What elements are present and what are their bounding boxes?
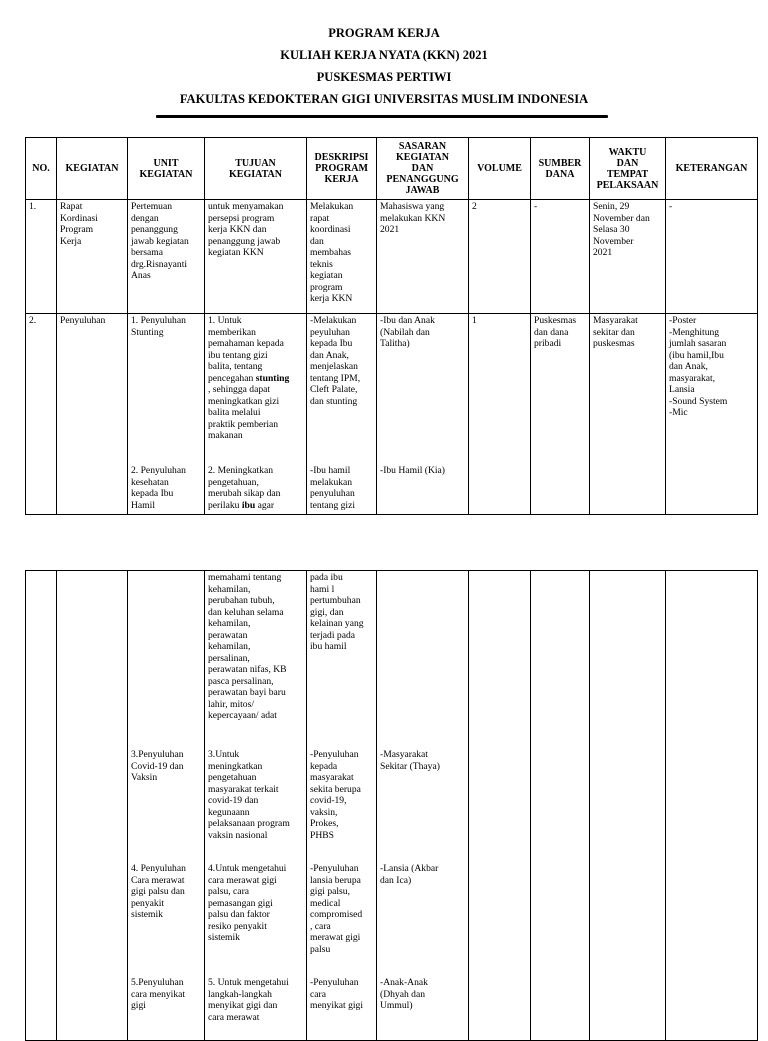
table-row bbox=[26, 200, 758, 314]
unit-gigi-palsu: 4. Penyuluhan Cara merawat gigi palsu dan penyakit sistemik bbox=[131, 863, 186, 920]
row2-kegiatan: Penyuluhan bbox=[57, 314, 128, 515]
row1-waktu: Senin, 29 November dan Selasa 30 November 2021 bbox=[590, 200, 666, 314]
row2-volume: 1 bbox=[469, 314, 531, 515]
tujuan-menyikat-gigi: 5. Untuk mengetahui langkah-langkah menyikat gigi dan cara merawat bbox=[208, 977, 289, 1023]
deskripsi-stunting: -Melakukan peyuluhan kepada Ibu dan Anak, menjelaskan tentang IPM, Cleft Palate, dan stunting bbox=[310, 315, 361, 407]
cont-volume bbox=[469, 571, 531, 1041]
sasaran-menyikat-gigi: -Anak-Anak (Dhyah dan Ummul) bbox=[380, 977, 428, 1011]
row1-sumber: - bbox=[531, 200, 590, 314]
table-header-row bbox=[26, 138, 758, 200]
row1-keterangan: - bbox=[666, 200, 758, 314]
tujuan-ibu-hamil: 2. Meningkatkan pengetahuan, merubah sikap dan perilaku ibu agar bbox=[208, 465, 281, 511]
sasaran-cont bbox=[380, 572, 465, 749]
tujuan-gigi-palsu: 4.Untuk mengetahui cara merawat gigi palsu, cara pemasangan gigi palsu dan faktor resiko penyakit sistemik bbox=[208, 863, 287, 943]
sasaran-gigi-palsu: -Lansia (Akbar dan Ica) bbox=[380, 863, 439, 886]
header-waktu: WAKTU DAN TEMPAT PELAKSAAN bbox=[590, 138, 666, 200]
document-header bbox=[0, 22, 768, 110]
row2-deskripsi-cell bbox=[307, 314, 377, 515]
header-unit: UNIT KEGIATAN bbox=[128, 138, 205, 200]
title-kkn: KULIAH KERJA NYATA (KKN) 2021 bbox=[280, 48, 488, 62]
deskripsi-covid: -Penyuluhan kepada masyarakat sekita berupa covid-19, vaksin, Prokes, PHBS bbox=[310, 749, 361, 841]
table-row bbox=[26, 571, 758, 1041]
deskripsi-cont: pada ibu hami l pertumbuhan gigi, dan kelainan yang terjadi pada ibu hamil bbox=[310, 572, 364, 652]
title-program-kerja: PROGRAM KERJA bbox=[328, 26, 440, 40]
program-table-page2 bbox=[25, 570, 758, 1041]
header-volume: VOLUME bbox=[469, 138, 531, 200]
row1-sasaran: Mahasiswa yang melakukan KKN 2021 bbox=[377, 200, 469, 314]
row1-kegiatan: Rapat Kordinasi Program Kerja bbox=[57, 200, 128, 314]
row1-volume: 2 bbox=[469, 200, 531, 314]
unit-stunting: 1. Penyuluhan Stunting bbox=[131, 315, 186, 338]
title-fakultas: FAKULTAS KEDOKTERAN GIGI UNIVERSITAS MUSLIM INDONESIA bbox=[179, 92, 589, 106]
cont-sumber bbox=[531, 571, 590, 1041]
cont-no bbox=[26, 571, 57, 1041]
program-table-page1 bbox=[25, 137, 758, 515]
row2-sumber: Puskesmas dan dana pribadi bbox=[531, 314, 590, 515]
unit-ibu-hamil: 2. Penyuluhan kesehatan kepada Ibu Hamil bbox=[131, 465, 186, 511]
row1-no: 1. bbox=[26, 200, 57, 314]
cont-unit-cell bbox=[128, 571, 205, 1041]
deskripsi-ibu-hamil: -Ibu hamil melakukan penyuluhan tentang gizi bbox=[310, 465, 356, 511]
unit-menyikat-gigi: 5.Penyuluhan cara menyikat gigi bbox=[131, 977, 186, 1011]
tujuan-cont: memahami tentang kehamilan, perubahan tubuh, dan keluhan selama kehamilan, perawatan kehamilan, persalinan, perawatan nifas, KB pasca persalinan, perawatan bayi baru lahir, mitos/ kepercayaan/ adat bbox=[208, 572, 287, 721]
cont-keterangan bbox=[666, 571, 758, 1041]
row2-sasaran-cell bbox=[377, 314, 469, 515]
row1-unit: Pertemuan dengan penanggung jawab kegiatan bersama drg.Risnayanti Anas bbox=[128, 200, 205, 314]
row2-no: 2. bbox=[26, 314, 57, 515]
header-keterangan: KETERANGAN bbox=[666, 138, 758, 200]
unit-cont bbox=[131, 572, 201, 749]
sasaran-covid: -Masyarakat Sekitar (Thaya) bbox=[380, 749, 440, 772]
header-no: NO. bbox=[26, 138, 57, 200]
unit-covid: 3.Penyuluhan Covid-19 dan Vaksin bbox=[131, 749, 184, 783]
header-tujuan: TUJUAN KEGIATAN bbox=[205, 138, 307, 200]
deskripsi-gigi-palsu: -Penyuluhan lansia berupa gigi palsu, medical compromised , cara merawat gigi palsu bbox=[310, 863, 363, 955]
row2-keterangan: -Poster -Menghitung jumlah sasaran (ibu hamil,Ibu dan Anak, masyarakat, Lansia -Sound System -Mic bbox=[666, 314, 758, 515]
cont-sasaran-cell bbox=[377, 571, 469, 1041]
header-sasaran: SASARAN KEGIATAN DAN PENANGGUNG JAWAB bbox=[377, 138, 469, 200]
row1-tujuan: untuk menyamakan persepsi program kerja KKN dan penanggung jawab kegiatan KKN bbox=[205, 200, 307, 314]
sasaran-stunting: -Ibu dan Anak (Nabilah dan Talitha) bbox=[380, 315, 435, 349]
header-sumber: SUMBER DANA bbox=[531, 138, 590, 200]
sasaran-ibu-hamil: -Ibu Hamil (Kia) bbox=[380, 465, 446, 476]
cont-deskripsi-cell bbox=[307, 571, 377, 1041]
row1-deskripsi: Melakukan rapat koordinasi dan membahas teknis kegiatan program kerja KKN bbox=[307, 200, 377, 314]
tujuan-stunting: 1. Untuk memberikan pemahaman kepada ibu tentang gizi balita, tentang pencegahan stunting , sehingga dapat meningkatkan gizi balita melalui praktik pemberian makanan bbox=[208, 315, 290, 441]
cont-kegiatan bbox=[57, 571, 128, 1041]
row2-tujuan-cell bbox=[205, 314, 307, 515]
row2-unit-cell bbox=[128, 314, 205, 515]
row2-waktu: Masyarakat sekitar dan puskesmas bbox=[590, 314, 666, 515]
header-divider bbox=[156, 115, 608, 118]
deskripsi-menyikat-gigi: -Penyuluhan cara menyikat gigi bbox=[310, 977, 364, 1011]
header-deskripsi: DESKRIPSI PROGRAM KERJA bbox=[307, 138, 377, 200]
cont-waktu bbox=[590, 571, 666, 1041]
tujuan-covid: 3.Untuk meningkatkan pengetahuan masyarakat terkait covid-19 dan kegunaann pelaksanaan program vaksin nasional bbox=[208, 749, 290, 841]
table-row bbox=[26, 314, 758, 515]
header-kegiatan: KEGIATAN bbox=[57, 138, 128, 200]
title-puskesmas: PUSKESMAS PERTIWI bbox=[316, 70, 452, 84]
cont-tujuan-cell bbox=[205, 571, 307, 1041]
